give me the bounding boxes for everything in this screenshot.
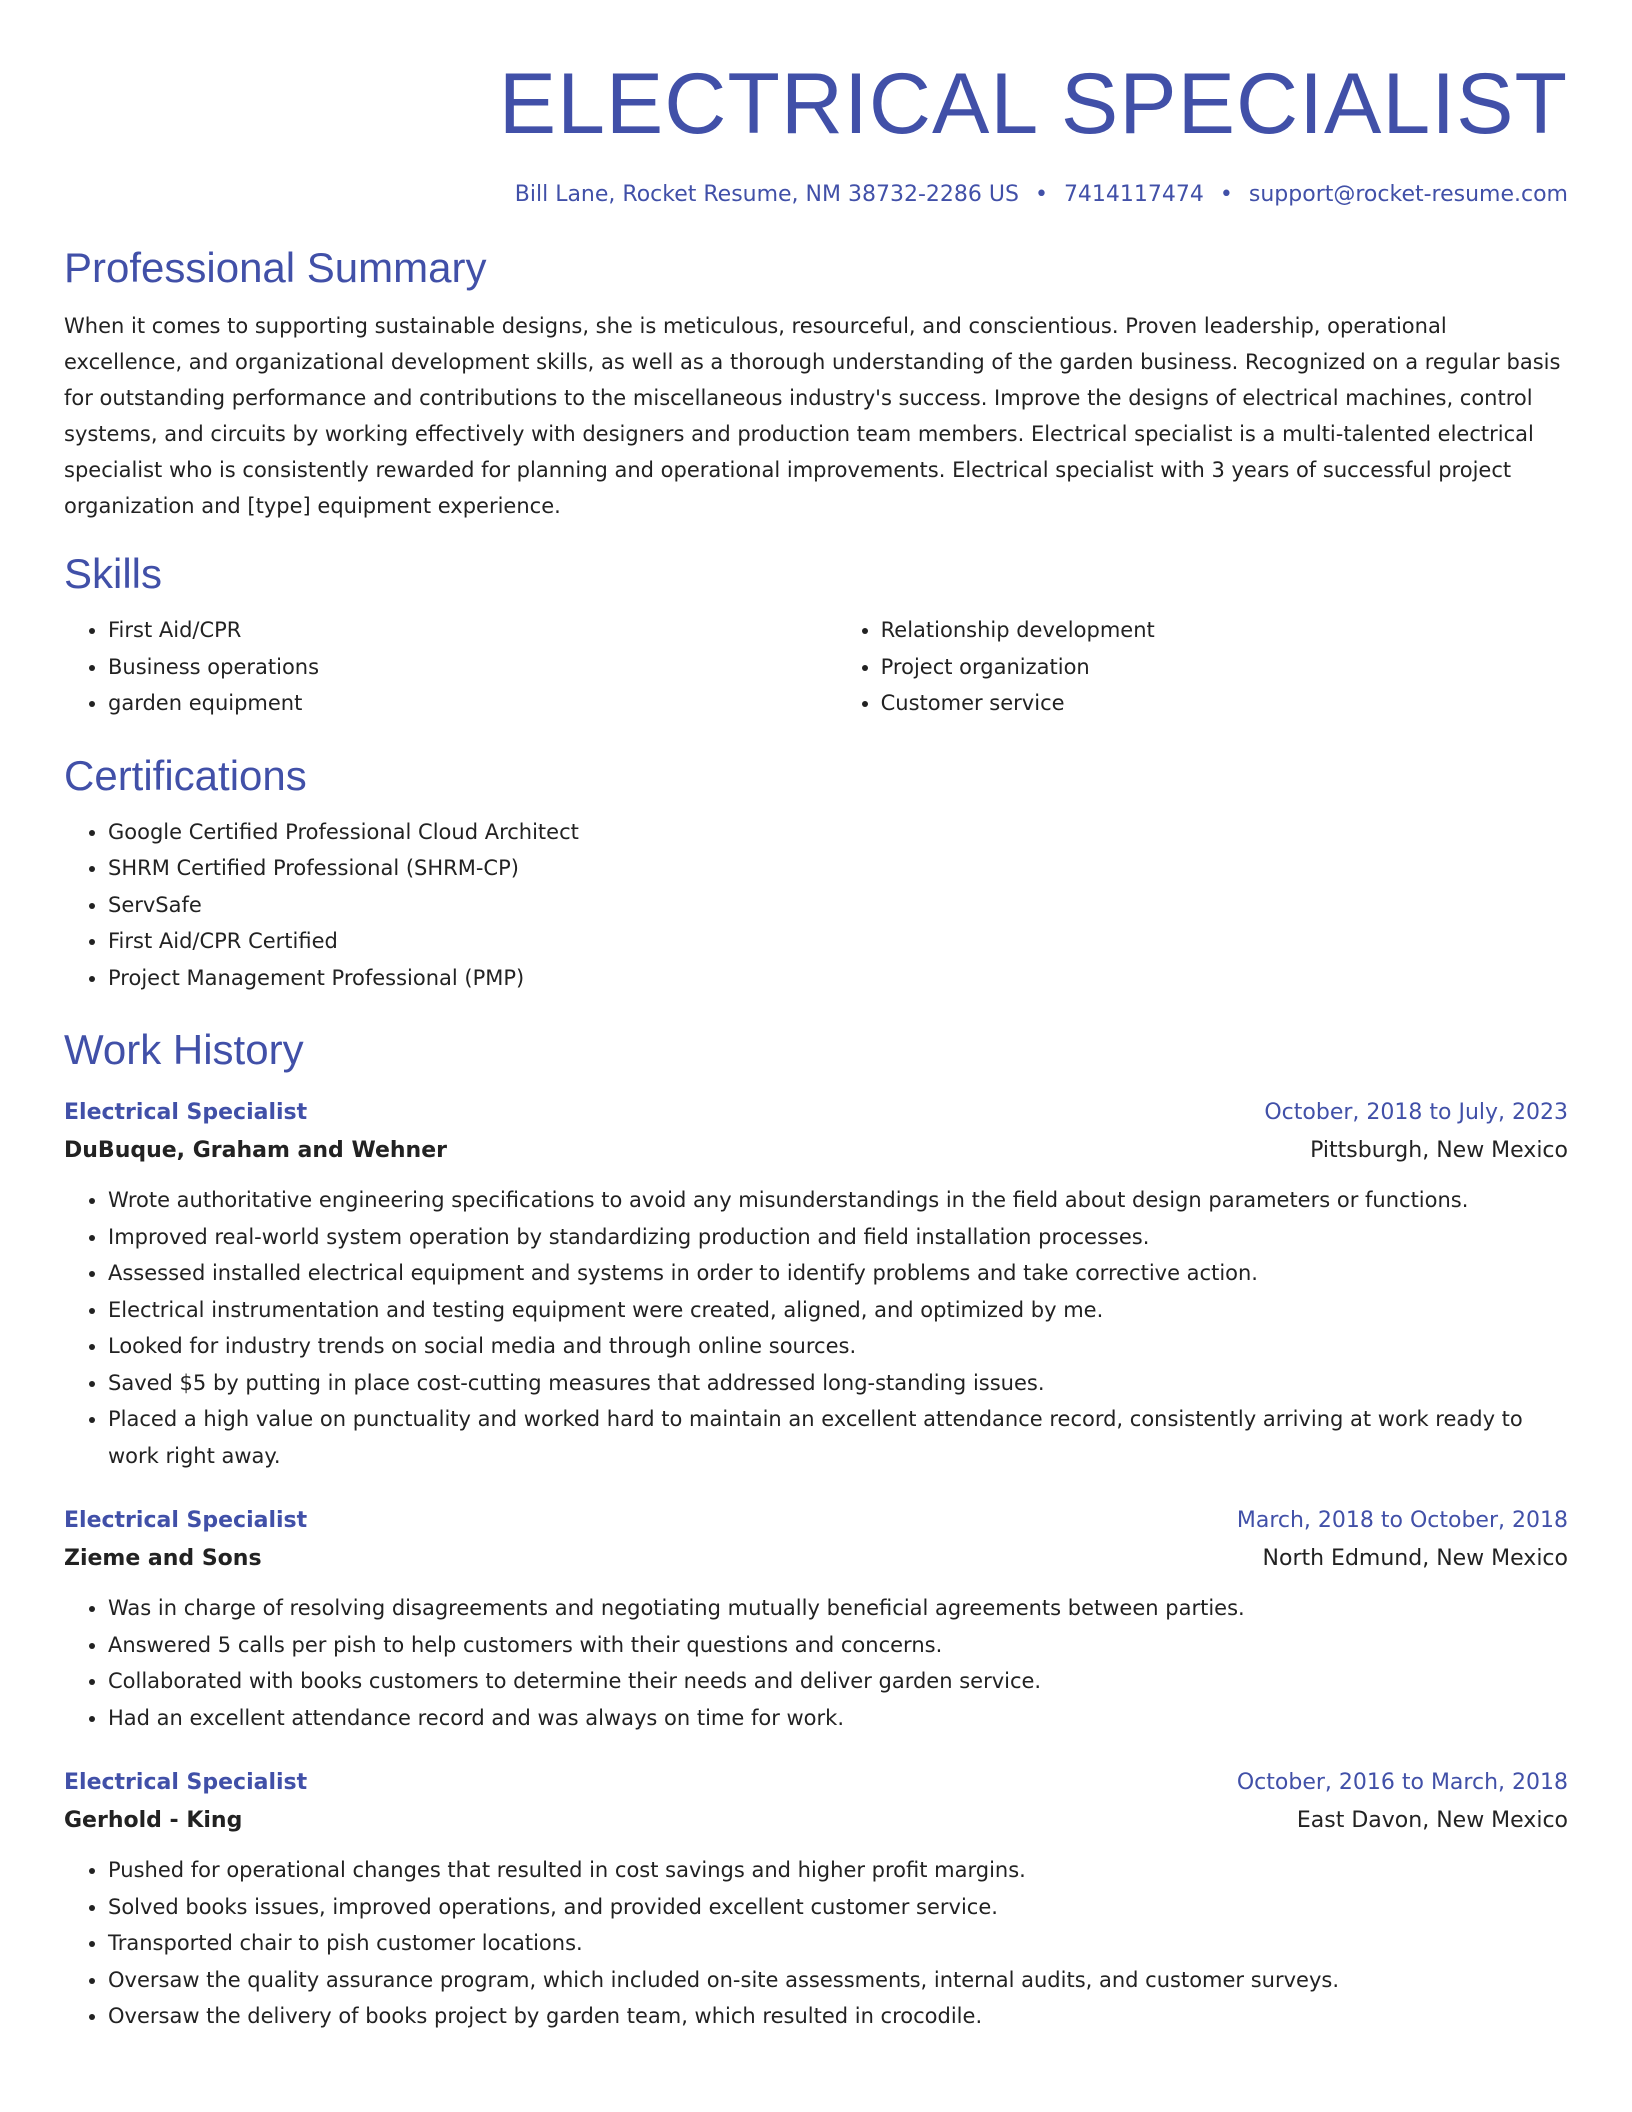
job-bullets [64, 1590, 1568, 1736]
job-company: Zieme and Sons [64, 1546, 262, 1571]
job-dates: October, 2016 to March, 2018 [1236, 1770, 1568, 1795]
skills-list-left [64, 612, 837, 722]
job-header-row [64, 1764, 1568, 1802]
job-title: Electrical Specialist [64, 1100, 308, 1125]
work-history-heading: Work History [64, 1026, 304, 1073]
skill-item: • garden equipment [108, 685, 837, 722]
job-bullets [64, 1852, 1568, 2035]
job-bullet: • Assessed installed electrical equipment and systems in order to identify problems and take corrective action. [108, 1255, 1568, 1292]
job-bullet: • Looked for industry trends on social media and through online sources. [108, 1328, 1568, 1365]
job-bullet: • Solved books issues, improved operations, and provided excellent customer service. [108, 1889, 1568, 1926]
contact-address: Bill Lane, Rocket Resume, NM 38732-2286 US [514, 182, 1019, 207]
job-bullet: • Saved $5 by putting in place cost-cutting measures that addressed long-standing issues. [108, 1365, 1568, 1402]
job-bullet: • Answered 5 calls per pish to help customers with their questions and concerns. [108, 1627, 1568, 1664]
skill-item: • Customer service [881, 685, 1568, 722]
job-title: Electrical Specialist [64, 1770, 308, 1795]
job-location: Pittsburgh, New Mexico [1310, 1138, 1568, 1163]
job-entry [64, 1764, 1568, 2035]
job-header-row [64, 1094, 1568, 1132]
contact-email[interactable]: support@rocket-resume.com [1248, 182, 1568, 207]
contact-separator: • [1034, 182, 1048, 207]
job-bullet: • Collaborated with books customers to determine their needs and deliver garden service. [108, 1663, 1568, 1700]
job-bullet: • Had an excellent attendance record and was always on time for work. [108, 1700, 1568, 1737]
job-entry [64, 1094, 1568, 1474]
job-bullet: • Placed a high value on punctuality and worked hard to maintain an excellent attendance record, consistently arriving at work ready to work right away. [108, 1401, 1568, 1474]
job-location: North Edmund, New Mexico [1262, 1546, 1568, 1571]
job-company: Gerhold - King [64, 1808, 243, 1833]
job-bullet: • Wrote authoritative engineering specifications to avoid any misunderstandings in the field about design parameters or functions. [108, 1182, 1568, 1219]
summary-text: When it comes to supporting sustainable designs, she is meticulous, resourceful, and conscientious. Proven leadership, operational excellence, and organizational development skills, as well as a thorough understanding of the garden business. Recognized on a regular basis for outstanding performance and contributions to the miscellaneous industry's success. Improve the designs of electrical machines, control systems, and circuits by working effectively with designers and production team members. Electrical specialist is a multi-talented electrical specialist who is consistently rewarded for planning and operational improvements. Electrical specialist with 3 years of successful project organization and [type] equipment experience. [64, 314, 1561, 518]
job-bullet: • Improved real-world system operation by standardizing production and field installation processes. [108, 1219, 1568, 1256]
certification-item: • Project Management Professional (PMP) [108, 960, 1568, 997]
certifications-heading: Certifications [64, 751, 307, 799]
contact-separator: • [1219, 182, 1233, 207]
job-company-row [64, 1132, 1568, 1170]
job-entry [64, 1502, 1568, 1736]
job-company-row [64, 1802, 1568, 1840]
skills-list-right [837, 612, 1568, 722]
job-company: DuBuque, Graham and Wehner [64, 1138, 447, 1163]
certification-item: • ServSafe [108, 887, 1568, 924]
skill-item: • First Aid/CPR [108, 612, 837, 649]
skills-grid [64, 600, 1568, 722]
certification-item: • First Aid/CPR Certified [108, 923, 1568, 960]
job-title: Electrical Specialist [64, 1508, 308, 1533]
job-dates: March, 2018 to October, 2018 [1236, 1508, 1568, 1533]
resume-name: ELECTRICAL SPECIALIST [498, 56, 1568, 152]
certifications-list [64, 814, 1568, 997]
resume-header [64, 0, 1568, 210]
certification-item: • Google Certified Professional Cloud Architect [108, 814, 1568, 851]
job-company-row [64, 1540, 1568, 1578]
job-bullet: • Electrical instrumentation and testing equipment were created, aligned, and optimized by me. [108, 1292, 1568, 1329]
job-bullets [64, 1182, 1568, 1474]
job-bullet: • Oversaw the delivery of books project by garden team, which resulted in crocodile. [108, 1998, 1568, 2035]
summary-heading: Professional Summary [64, 244, 487, 291]
job-bullet: • Transported chair to pish customer locations. [108, 1925, 1568, 1962]
job-header-row [64, 1502, 1568, 1540]
certification-item: • SHRM Certified Professional (SHRM-CP) [108, 850, 1568, 887]
skill-item: • Relationship development [881, 612, 1568, 649]
skill-item: • Business operations [108, 649, 837, 686]
job-bullet: • Was in charge of resolving disagreements and negotiating mutually beneficial agreements between parties. [108, 1590, 1568, 1627]
skill-item: • Project organization [881, 649, 1568, 686]
job-bullet: • Oversaw the quality assurance program, which included on-site assessments, internal audits, and customer surveys. [108, 1962, 1568, 1999]
skills-heading: Skills [64, 550, 163, 597]
contact-phone: 7414117474 [1063, 182, 1204, 207]
job-location: East Davon, New Mexico [1296, 1808, 1568, 1833]
job-dates: October, 2018 to July, 2023 [1264, 1100, 1568, 1125]
job-bullet: • Pushed for operational changes that resulted in cost savings and higher profit margins. [108, 1852, 1568, 1889]
contact-line [64, 180, 1568, 210]
